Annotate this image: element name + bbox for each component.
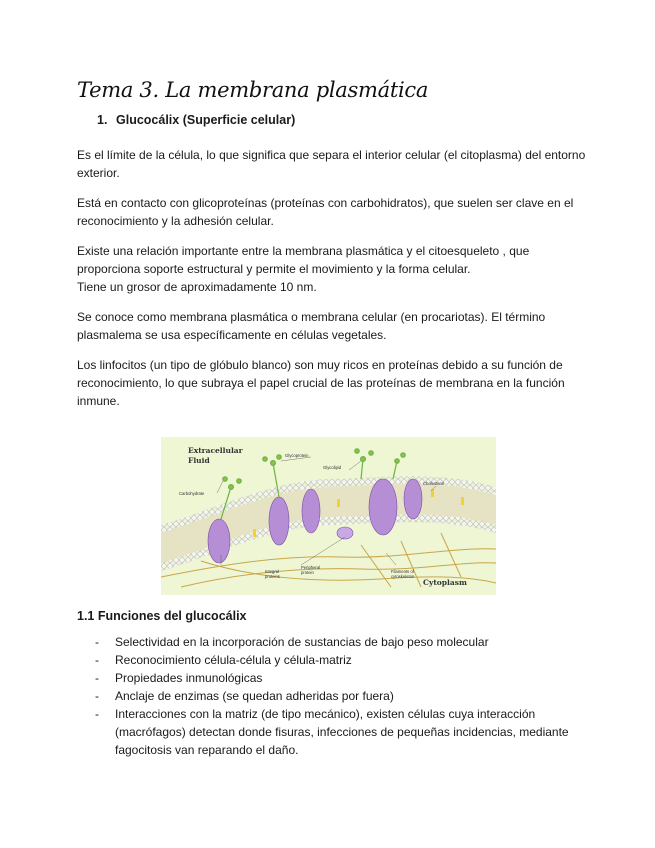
label-peripheral: Peripheral bbox=[301, 565, 321, 570]
list-item-text: Selectividad en la incorporación de sustancias de bajo peso molecular bbox=[115, 635, 489, 649]
list-item bbox=[77, 633, 577, 651]
bullet-dash: - bbox=[95, 707, 99, 721]
label-integral: Integral bbox=[265, 569, 279, 574]
membrane-diagram bbox=[161, 437, 496, 595]
list-item bbox=[77, 687, 577, 705]
list-item-text: Anclaje de enzimas (se quedan adheridas por fuera) bbox=[115, 689, 394, 703]
bullet-dash: - bbox=[95, 635, 99, 649]
label-extracellular-fluid: Fluid bbox=[188, 456, 210, 465]
paragraph-limite bbox=[77, 146, 587, 182]
paragraph-linfocitos bbox=[77, 356, 587, 410]
bullet-dash: - bbox=[95, 671, 99, 685]
paragraph-line: Existe una relación importante entre la membrana plasmática y el citoesqueleto , que bbox=[77, 244, 530, 258]
paragraph-line: Se conoce como membrana plasmática o membrana celular (en procariotas). El término bbox=[77, 310, 546, 324]
paragraph-line: Los linfocitos (un tipo de glóbulo blanco) son muy ricos en proteínas debido a su función de bbox=[77, 358, 563, 372]
paragraph-line: Es el límite de la célula, lo que significa que separa el interior celular (el citoplasma) del entorno bbox=[77, 148, 586, 162]
label-extracellular: Extracellular bbox=[188, 446, 243, 455]
bullet-dash: - bbox=[95, 653, 99, 667]
list-item-text: (macrófagos) detectan donde fisuras, infecciones de pequeñas incidencias, mediante bbox=[115, 725, 569, 739]
list-item bbox=[77, 651, 577, 669]
label-carbohydrate: Carbohydrate bbox=[179, 491, 205, 496]
list-item bbox=[77, 669, 577, 687]
paragraph-citoesqueleto bbox=[77, 242, 587, 296]
label-filaments: Filaments of bbox=[391, 569, 414, 574]
paragraph-line: Está en contacto con glicoproteínas (proteínas con carbohidratos), que suelen ser clave en el bbox=[77, 196, 574, 210]
label-integral-proteins: proteins bbox=[265, 574, 280, 579]
label-glycolipid: Glycolipid bbox=[323, 465, 342, 470]
list-item-text: Propiedades inmunológicas bbox=[115, 671, 263, 685]
label-peripheral-protein: protein bbox=[301, 570, 314, 575]
paragraph-line: exterior. bbox=[77, 166, 120, 180]
paragraph-line: inmune. bbox=[77, 394, 120, 408]
paragraph-glicoproteinas bbox=[77, 194, 587, 230]
section-number: 1. bbox=[97, 113, 108, 127]
membrane-illustration bbox=[161, 437, 496, 595]
bullet-dash: - bbox=[95, 689, 99, 703]
label-glycoprotein: Glycoprotein bbox=[285, 453, 309, 458]
section-heading-text: Glucocálix (Superficie celular) bbox=[116, 113, 296, 127]
paragraph-plasmalema bbox=[77, 308, 587, 344]
paragraph-line: Tiene un grosor de aproximadamente 10 nm. bbox=[77, 280, 317, 294]
label-cholesterol: Cholesterol bbox=[423, 481, 445, 486]
list-item-text: Interacciones con la matriz (de tipo mecánico), existen células cuya interacción bbox=[115, 707, 536, 721]
document-title: Tema 3. La membrana plasmática bbox=[77, 78, 429, 102]
paragraph-line: reconocimiento, lo que subraya el papel crucial de las proteínas de membrana en la función bbox=[77, 376, 565, 390]
section-heading-glucocalix bbox=[97, 113, 295, 127]
label-filaments-cytoskeleton: cytoskeleton bbox=[391, 574, 415, 579]
section-heading-funciones: 1.1 Funciones del glucocálix bbox=[77, 609, 247, 623]
funciones-list bbox=[77, 633, 577, 759]
label-cytoplasm: Cytoplasm bbox=[423, 578, 467, 587]
paragraph-line: proporciona soporte estructural y permite el movimiento y la forma celular. bbox=[77, 262, 471, 276]
paragraph-line: reconocimiento y la adhesión celular. bbox=[77, 214, 274, 228]
list-item bbox=[77, 705, 577, 759]
paragraph-line: plasmalema se usa específicamente en células vegetales. bbox=[77, 328, 387, 342]
list-item-text: fagocitosis van reparando el daño. bbox=[115, 743, 299, 757]
list-item-text: Reconocimiento célula-célula y célula-matriz bbox=[115, 653, 352, 667]
